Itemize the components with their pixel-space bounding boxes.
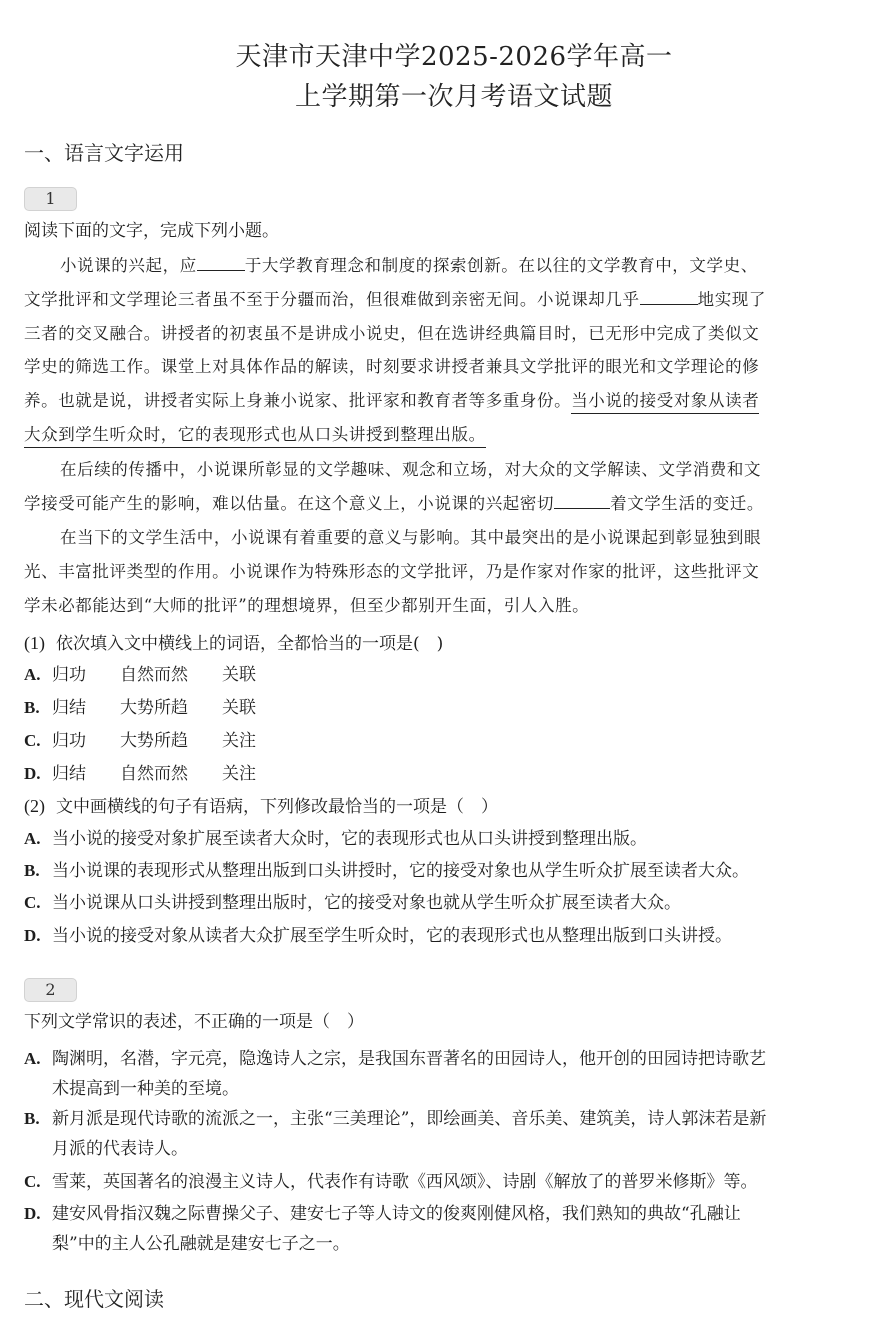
- option-d[interactable]: [24, 759, 256, 784]
- option-a[interactable]: [24, 824, 647, 849]
- sub-question-2-stem: [24, 792, 498, 817]
- option-text: 新月派是现代诗歌的流派之一，主张“三美理论”，即绘画美、音乐美、建筑美，诗人郭沫若是新: [52, 1109, 767, 1129]
- underlined-sentence: 大众到学生听众时，它的表现形式也从口头讲授到整理出版。: [24, 425, 486, 448]
- option-text: 当小说的接受对象扩展至读者大众时，它的表现形式也从口头讲授到整理出版。: [52, 829, 647, 849]
- option-letter: D.: [24, 764, 41, 783]
- sub-question-text: 依次填入文中横线上的词语，全都恰当的一项是( ): [56, 634, 444, 654]
- question-instruction: 阅读下面的文字，完成下列小题。: [24, 221, 279, 241]
- option-letter: A.: [24, 1049, 41, 1068]
- passage-line: [24, 286, 844, 310]
- sub-question-text: 文中画横线的句子有语病，下列修改最恰当的一项是（ ）: [56, 797, 498, 817]
- passage-line: [24, 252, 844, 276]
- section-heading-two: 二、现代文阅读: [24, 1287, 164, 1311]
- option-text: 雪莱，英国著名的浪漫主义诗人，代表作有诗歌《西风颂》、诗剧《解放了的普罗米修斯》等。: [52, 1172, 758, 1192]
- option-word: 归结: [52, 698, 86, 718]
- section-heading-one: 一、语言文字运用: [24, 141, 184, 165]
- option-word: 关注: [222, 764, 256, 784]
- option-c[interactable]: [24, 1167, 758, 1192]
- option-b[interactable]: [24, 1104, 766, 1129]
- option-word: 自然而然: [120, 764, 188, 784]
- passage-line: 在当下的文学生活中，小说课有着重要的意义与影响。其中最突出的是小说课起到彰显独到眼: [60, 528, 762, 547]
- option-word: 关联: [222, 665, 256, 685]
- option-word: 关注: [222, 731, 256, 751]
- exam-title-line-2: 上学期第一次月考语文试题: [294, 82, 613, 112]
- passage-text: 地实现了: [697, 290, 767, 309]
- fill-blank: [554, 492, 610, 509]
- sub-question-number: (1): [24, 633, 45, 653]
- option-letter: A.: [24, 665, 41, 684]
- fill-blank: [640, 288, 698, 305]
- underlined-sentence: 当小说的接受对象从读者: [571, 391, 759, 414]
- option-letter: D.: [24, 926, 41, 945]
- option-word: 归结: [52, 764, 86, 784]
- option-a-continued: 术提高到一种美的至境。: [52, 1079, 239, 1099]
- option-d[interactable]: [24, 921, 732, 946]
- option-b-continued: 月派的代表诗人。: [52, 1139, 188, 1159]
- option-text: 建安风骨指汉魏之际曹操父子、建安七子等人诗文的俊爽刚健风格，我们熟知的典故“孔融让: [52, 1204, 741, 1224]
- passage-text: 着文学生活的变迁。: [610, 494, 765, 513]
- option-letter: B.: [24, 1109, 40, 1128]
- exam-title-line-1: 天津市天津中学2025-2026学年高一: [235, 42, 673, 72]
- option-letter: B.: [24, 698, 40, 717]
- option-word: 大势所趋: [120, 731, 188, 751]
- fill-blank: [197, 254, 245, 271]
- option-b[interactable]: [24, 693, 256, 718]
- passage-text: 小说课的兴起，应: [60, 256, 197, 275]
- option-b[interactable]: [24, 856, 749, 881]
- option-letter: B.: [24, 861, 40, 880]
- option-a[interactable]: [24, 1044, 766, 1069]
- passage-line: 光、丰富批评类型的作用。小说课作为特殊形态的文学批评，乃是作家对作家的批评，这些批评文: [24, 562, 760, 581]
- option-letter: C.: [24, 893, 41, 912]
- option-c[interactable]: [24, 726, 256, 751]
- option-letter: A.: [24, 829, 41, 848]
- option-word: 自然而然: [120, 665, 188, 685]
- option-letter: D.: [24, 1204, 41, 1223]
- option-a[interactable]: [24, 660, 256, 685]
- passage-line: [24, 490, 844, 514]
- option-text: 当小说课从口头讲授到整理出版时，它的接受对象也就从学生听众扩展至读者大众。: [52, 893, 681, 913]
- option-text: 当小说的接受对象从读者大众扩展至学生听众时，它的表现形式也从整理出版到口头讲授。: [52, 926, 732, 946]
- passage-line: 三者的交叉融合。讲授者的初衷虽不是讲成小说史，但在选讲经典篇目时，已无形中完成了类似文: [24, 324, 760, 343]
- option-text: 陶渊明，名潜，字元亮，隐逸诗人之宗，是我国东晋著名的田园诗人，他开创的田园诗把诗歌艺: [52, 1049, 766, 1069]
- question-stem: 下列文学常识的表述，不正确的一项是（ ）: [24, 1012, 364, 1032]
- passage-text: 养。也就是说，讲授者实际上身兼小说家、批评家和教育者等多重身份。: [24, 391, 572, 410]
- option-text: 当小说课的表现形式从整理出版到口头讲授时，它的接受对象也从学生听众扩展至读者大众。: [52, 861, 749, 881]
- passage-line: 学史的筛选工作。课堂上对具体作品的解读，时刻要求讲授者兼具文学批评的眼光和文学理论的修: [24, 357, 760, 376]
- option-word: 大势所趋: [120, 698, 188, 718]
- passage-line: 学未必都能达到“大师的批评”的理想境界，但至少都别开生面，引人入胜。: [24, 596, 590, 615]
- sub-question-number: (2): [24, 796, 45, 816]
- question-number-badge: 2: [24, 978, 77, 1002]
- question-number-badge: 1: [24, 187, 77, 211]
- passage-line: [24, 421, 844, 445]
- passage-text: 文学批评和文学理论三者虽不至于分疆而治，但很难做到亲密无间。小说课却几乎: [24, 290, 640, 309]
- option-word: 归功: [52, 731, 86, 751]
- option-d[interactable]: [24, 1199, 741, 1224]
- option-c[interactable]: [24, 888, 681, 913]
- option-letter: C.: [24, 731, 41, 750]
- passage-line: [24, 387, 844, 411]
- option-word: 关联: [222, 698, 256, 718]
- option-letter: C.: [24, 1172, 41, 1191]
- option-word: 归功: [52, 665, 86, 685]
- passage-line: 在后续的传播中，小说课所彰显的文学趣味、观念和立场，对大众的文学解读、文学消费和文: [60, 460, 762, 479]
- passage-text: 于大学教育理念和制度的探索创新。在以往的文学教育中，文学史、: [244, 256, 758, 275]
- sub-question-1-stem: [24, 629, 443, 654]
- option-d-continued: 梨”中的主人公孔融就是建安七子之一。: [52, 1234, 350, 1254]
- passage-text: 学接受可能产生的影响，难以估量。在这个意义上，小说课的兴起密切: [24, 494, 555, 513]
